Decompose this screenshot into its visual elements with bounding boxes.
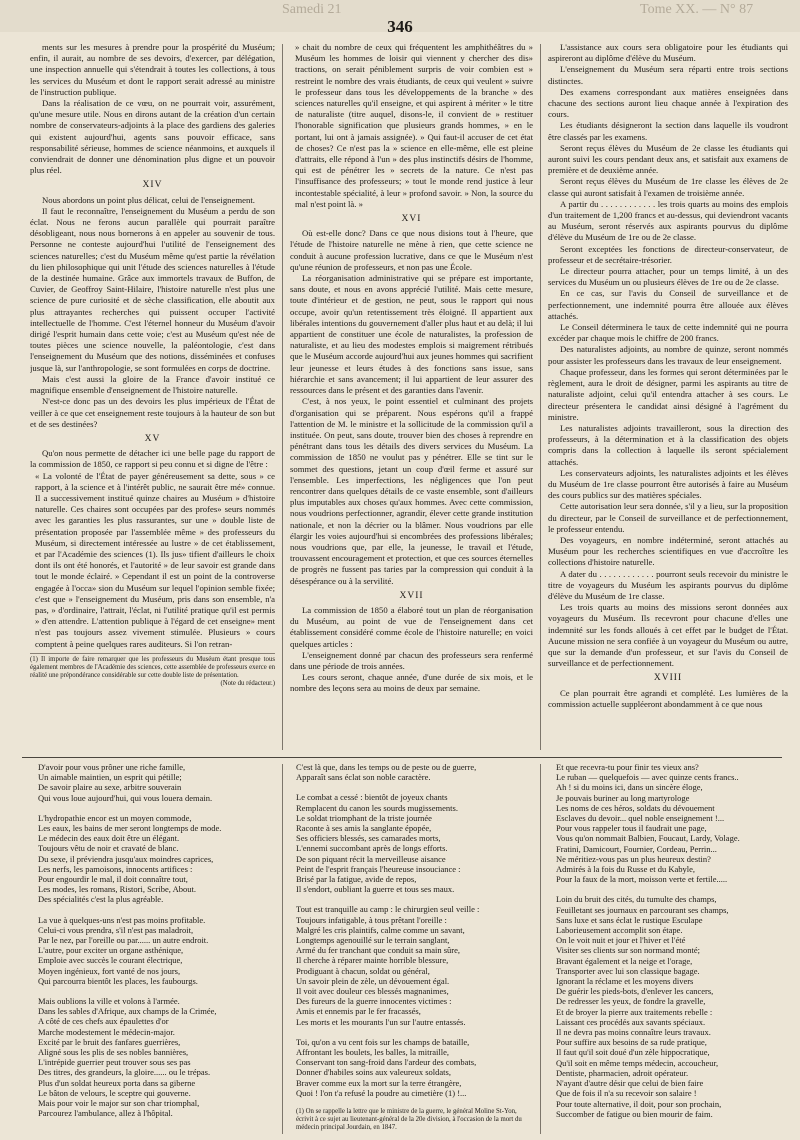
poem-line: Pour vous rappeler tous il faudrait une page, xyxy=(556,823,707,834)
section-heading-xviii: XVIII xyxy=(653,673,683,684)
paragraph: L'assistance aux cours sera obligatoire pour les étudiants qui aspireront au diplôme d'élève du Muséum. xyxy=(548,42,788,64)
poem-line: Toujours infatigable, à tous prêtant l'oreille : xyxy=(296,914,447,925)
poem-line: Laissant ces procédés aux savants spéciaux. xyxy=(556,1016,706,1027)
poem-line: Et que recevra-tu pour finir tes vieux ans? xyxy=(556,762,699,772)
poem-line: Sans luxe et sans éclat le rustique Esculape xyxy=(556,914,703,925)
paragraph: L'enseignement du Muséum sera réparti entre trois sections distinctes. xyxy=(548,64,788,86)
poem-line: Remplacent du canon les sourds mugissements. xyxy=(296,802,458,813)
poem-line: L'ennemi succombant après de longs efforts. xyxy=(296,843,448,854)
poem-line: Bravant également et la neige et l'orage, xyxy=(556,955,693,966)
poem-line: Ignorant la réclame et les moyens divers xyxy=(556,976,694,987)
paragraph: L'enseignement donné par chacun des professeurs sera renfermé dans une période de trois années. xyxy=(290,649,533,671)
poem-line: Dans les sables d'Afrique, aux champs de la Crimée, xyxy=(38,1006,217,1017)
article-column-1 xyxy=(30,42,275,754)
poem-line: A côté de ces chefs aux épaulettes d'or xyxy=(38,1016,169,1027)
gutter-mark-right: Tome XX. — N° 87 xyxy=(640,2,754,17)
poem-line: Il faut qu'il soit doué d'un zèle hippocratique, xyxy=(556,1047,710,1058)
paragraph: La réorganisation administrative qui se prépare est importante, sans doute, et nous en avons apprécié l'utilité. Mais cette mesure, toute d'intérieur et de gestion, ne peut, sous le rapport qui nous occupe, avoir qu'un retentissement très éloigné. Il appartient aux libérales intentions du gouvernement d'aller plus haut et au delà; il lui appartient de constituer une école de naturalistes, la profession de naturaliste, et au lieu des modestes emplois si maigrement rétribués que le Muséum accorde aujourd'hui aux jeunes hommes qui sacrifient leur jeunesse et leurs études à des fonctions sans issue, sans hiérarchie et sans avancement; il lui appartient de leur assurer des ressources dans le présent et des garanties dans l'avenir. xyxy=(290,273,533,396)
poem-line: D'avoir pour vous prôner une riche famille, xyxy=(38,762,186,772)
paragraph: ments sur les mesures à prendre pour la prospérité du Muséum; enfin, il aurait, au nombre de ses devoirs, d'exercer, par délégation, une inspection annuelle qui s'étendrait à toutes les collections, à tous les services du Muséum et dont le rapport serait adressé au ministre de l'instruction publique. xyxy=(30,42,275,97)
poem-line: Celui-ci vous prendra, s'il n'est pas maladroit, xyxy=(38,924,194,935)
poem-line: La vue à quelques-uns n'est pas moins profitable. xyxy=(38,914,206,925)
paragraph: Seront reçus élèves du Muséum de 2e classe les étudiants qui auront suivi les cours pendant deux ans, et satisfait aux examens de première et de deuxième année. xyxy=(548,142,788,176)
paragraph: Des naturalistes adjoints, au nombre de quinze, seront nommés pour assister les professeurs dans les travaux de leur enseignement. xyxy=(548,344,788,366)
poem-line: Le médecin des eaux doit être un élégant. xyxy=(38,833,180,844)
page-number: 346 xyxy=(387,17,413,36)
poem-line: Vous qu'on nommait Balbien, Foucaut, Lardy, Volage. xyxy=(556,833,740,844)
paragraph: Seront reçus élèves du Muséum de 1re classe les élèves de 2e classe qui auront satisfait à l'examen de troisième année. xyxy=(548,176,788,198)
article-column-2 xyxy=(290,42,533,754)
poem-line: Et de broyer la pierre aux traitements rebelle : xyxy=(556,1006,713,1017)
poem-line: Le bâton de velours, le sceptre qui gouverne. xyxy=(38,1087,191,1098)
poem-line: L'intrépide guerrier peut trouver sous ses pas xyxy=(38,1057,191,1068)
section-heading-xvi: XVI xyxy=(401,214,422,225)
poem-stanza xyxy=(556,762,788,884)
poem-line: Laborieusement accomplit son étape. xyxy=(556,925,683,936)
paragraph: Les cours seront, chaque année, d'une durée de six mois, et le nombre des leçons sera au moins de deux par semaine. xyxy=(290,672,533,694)
article-column-3 xyxy=(548,42,788,754)
poem-line: Amis et ennemis par le fer fracassés, xyxy=(296,1006,421,1017)
poem-line: Donner d'habiles soins aux valeureux soldats, xyxy=(296,1067,451,1078)
poem-line: Affrontant les boulets, les balles, la mitraille, xyxy=(296,1047,450,1058)
section-heading-xiv: XIV xyxy=(142,180,163,191)
poem-line: Moyen ingénieux, fort vanté de nos jours, xyxy=(38,965,181,976)
poem-line: C'est là que, dans les temps ou de peste ou de guerre, xyxy=(296,762,477,772)
poem-line: Il voit avec douleur ces blessés magnanimes, xyxy=(296,986,449,997)
paragraph: Les trois quarts au moins des missions seront données aux voyageurs du Muséum. Ils recevront pour chacune d'elles une indemnité sur les fonds alloués à cet effet par le budget de l'État. Aucune mission ne sera confiée à un voyageur du Muséum ou autre, que sur la demande d'un professeur, et sur l'avis du Conseil de surveillance et de perfectionnement. xyxy=(548,602,788,669)
poem-line: Par le nez, par l'oreille ou par...... un autre endroit. xyxy=(38,935,209,946)
paragraph: Le Conseil déterminera le taux de cette indemnité qui ne pourra excéder par chaque mois le chiffre de 200 francs. xyxy=(548,322,788,344)
poem-stanza xyxy=(38,915,278,986)
poem-line: Transporter avec lui son classique bagage. xyxy=(556,965,700,976)
column-3-paragraphs xyxy=(548,42,788,669)
paragraph: La commission de 1850 a élaboré tout un plan de réorganisation du Muséum, au point de vue de l'enseignement dans cet établissement considéré comme école de l'histoire naturelle; en voici quelques articles : xyxy=(290,604,533,649)
paragraph: Les étudiants désigneront la section dans laquelle ils voudront être classés par les examens. xyxy=(548,120,788,142)
poem-line: Prodiguant à chacun, soldat ou général, xyxy=(296,965,430,976)
poem-line: Visiter ses clients sur son normand monté; xyxy=(556,945,700,956)
poem-line: De savoir plaire au sexe, arbitre souverain xyxy=(38,782,182,793)
poem-line: Longtemps agenouillé sur le terrain sanglant, xyxy=(296,935,450,946)
poem-line: Les nerfs, les pamoisons, innocents artifices : xyxy=(38,863,193,874)
paragraph: En ce cas, sur l'avis du Conseil de surveillance et de perfectionnement, une indemnité pourra être allouée aux élèves attachés. xyxy=(548,288,788,321)
poem-line: Malgré les cris plaintifs, calme comme un savant, xyxy=(296,924,465,935)
section-xv-paragraphs xyxy=(30,448,275,470)
paragraph: Seront exceptées les fonctions de directeur-conservateur, de professeur et de secrétaire-trésorier. xyxy=(548,243,788,265)
poem-line: Les eaux, les bains de mer seront longtemps de mode. xyxy=(38,823,222,834)
poem-line: Plus d'un soldat heureux porta dans sa giberne xyxy=(38,1077,196,1088)
poem-line: Il ne devra pas moins connaître leurs travaux. xyxy=(556,1027,711,1038)
column-1-paragraphs xyxy=(30,42,275,176)
section-xvii-paragraphs xyxy=(290,605,533,695)
poem-line: Le soldat triomphant de la triste journée xyxy=(296,812,432,823)
poem-line: Parcourez l'ambulance, allez à l'hôpital. xyxy=(38,1108,173,1119)
poem-rule-1 xyxy=(282,764,283,1134)
poem-line: Ah ! si du moins ici, dans un sincère éloge, xyxy=(556,782,703,793)
column-rule-1 xyxy=(282,44,283,750)
article-poem-divider xyxy=(22,757,782,758)
poem-line: Brisé par la fatigue, avide de repos, xyxy=(296,874,417,885)
poem-column-3 xyxy=(556,762,788,1134)
poem-line: De guérir les pieds-bots, d'enlever les cancers, xyxy=(556,986,714,997)
paragraph: Qu'on nous permette de détacher ici une belle page du rapport de la commission de 1850, ce rapport si peu connu et si digne de l'être : xyxy=(30,448,275,470)
poem-line: Un aimable maintien, un esprit qui pétille; xyxy=(38,772,182,783)
paragraph: Des examens correspondant aux matières enseignées dans chacune des sections auront lieu chaque année à l'expiration des cours. xyxy=(548,86,788,120)
paragraph: C'est, à nos yeux, le point essentiel et culminant des projets d'organisation qui se préparent. Nous espérons qu'il a frappé l'attention de M. le ministre et la sollicitude de la commission qu'il a instituée. On peut, sans doute, trouver bien des choses à reprendre en pénétrant dans tous les détails des divers services du Muséum. La commission de 1850 ne voulut pas y pénétrer. Elle se tint sur le sommet des questions, jetant un coup d'œil ferme et assuré sur l'ensemble. Les imperfections, les négligences que l'on peut rencontrer dans quelques détails de ce vaste ensemble, sont d'ailleurs plus imputables aux choses qu'aux hommes. Avec cette commission, nous voudrions perfectionner, agrandir, élever cette grande institution nationale, et non la décrier ou la blâmer. Nous voudrions par elle élargir les voies aujourd'hui si encombrées des professions libérales; nous voudrions que, par elle, la jeunesse, le travail et l'étude, trouvassent encouragement et protection, et que ces sources éternelles de progrès ne fussent pas taries par la compression qui conduit à la désespérance ou à la servilité. xyxy=(290,396,533,586)
poem-line: Ses officiers blessés, ses camarades morts, xyxy=(296,833,441,844)
paragraph: Cette autorisation leur sera donnée, s'il y a lieu, sur la proposition du directeur, par le Conseil de surveillance et de perfectionnement, le professeur entendu. xyxy=(548,501,788,534)
poem-line: Tout est tranquille au camp : le chirurgien seul veille : xyxy=(296,904,480,915)
poem-line: Pour toute alternative, il doit, pour son prochain, xyxy=(556,1098,722,1109)
poem-line: Qui parcourra bientôt les places, les faubourgs. xyxy=(38,975,198,986)
poem-line: Marche modestement le médecin-major. xyxy=(38,1026,175,1037)
poem-line: Il s'endort, oubliant la guerre et tous ses maux. xyxy=(296,884,455,895)
poem-line: Les modes, les romans, Ristori, Scribe, About. xyxy=(38,884,196,895)
poem-line: Le combat a cessé : bientôt de joyeux chants xyxy=(296,792,448,803)
poem-line: Armé du fer tranchant que conduit sa main sûre, xyxy=(296,945,461,956)
poem-line: Toi, qu'on a vu cent fois sur les champs de bataille, xyxy=(296,1036,470,1047)
poem-line: Les morts et les mourants l'un sur l'autre entassés. xyxy=(296,1016,466,1027)
poem-line: Dentiste, pharmacien, adroit opérateur. xyxy=(556,1067,689,1078)
poem-line: L'autre, pour exciter un organe asthénique, xyxy=(38,945,184,956)
poem-line: Raconte à ses amis la sanglante épopée, xyxy=(296,823,432,834)
poem-stanza xyxy=(296,792,534,894)
poem-line: Il cherche à réparer mainte horrible blessure, xyxy=(296,955,449,966)
poem-line: Mais pour voir le major sur son char triomphal, xyxy=(38,1098,200,1109)
poem-line: Le ruban — quelquefois — avec quinze cents francs.. xyxy=(556,772,739,783)
section-heading-xvii: XVII xyxy=(399,590,424,601)
paragraph: Les naturalistes adjoints travailleront, sous la direction des professeurs, à la détermination et à la classification des objets compris dans la collection à laquelle ils seront spécialement attachés. xyxy=(548,422,788,467)
poem-line: Des spécialités c'est la plus agréable. xyxy=(38,894,164,905)
poem-line: Qu'il soit en même temps médecin, accoucheur, xyxy=(556,1057,719,1068)
poem-line: Succomber de fatigue ou bien mourir de faim. xyxy=(556,1108,713,1119)
poem-line: Des fureurs de la guerre innocentes victimes : xyxy=(296,996,452,1007)
poem-footnote-text: (1) On se rappelle la lettre que le ministre de la guerre, le général Moline St-Yon, écrivit à ce sujet au lieutenant-général de la 20e division, à l'occasion de la mort du médecin principal Jourdain, en 1847. xyxy=(296,1108,522,1132)
poem-column-2 xyxy=(296,762,534,1134)
section-xiv-paragraphs xyxy=(30,195,275,430)
footnote-signature: (Note du rédacteur.) xyxy=(220,679,275,687)
poem-line: Admirés à la fois du Russe et du Kabyle, xyxy=(556,864,696,875)
poem-line: Feuilletant ses journaux en parcourant ses champs, xyxy=(556,904,729,915)
poem-footnote xyxy=(296,1108,534,1132)
column-1-footnote xyxy=(30,653,275,688)
poem-line: Mais oublions la ville et volons à l'armée. xyxy=(38,996,180,1007)
section-xvi-paragraphs xyxy=(290,228,533,587)
commission-quote: « La volonté de l'État de payer généreusement sa dette, sous » ce rapport, à la science et à l'intérêt public, ne saurait être mé» connue. Il a successivement institué quinze chaires au Muséum » d'histoire naturelle. Ces chaires sont occupées par des profes» seurs nommés avec les garanties les plus rassurantes, sur une » double liste de présentation proposée par l'assemblée même » des professeurs du Muséum, si directement intéressée au lustre » de cet établissement, et par l'Académie des sciences (1). Ils jus» tifient d'ailleurs le choix dont ils ont été honorés, et l'autorité » de leur savoir est grande dans tout le monde éclairé. » Cependant il est un point de la controverse engagée à l'occa» sion du Muséum sur lequel l'opinion semble fixée; c'est que » l'enseignement du Muséum, pris dans son ensemble, n'a pas, » d'ordinaire, l'attrait, l'éclat, ni l'utilité pratique qu'il est permis » d'en attendre. L'attention publique à l'égard de cet enseigne» ment n'est pas toujours assez vivement stimulée. Plusieurs » cours comptent à peine quelques rares auditeurs. Si l'on retran- xyxy=(35,470,275,649)
poem-stanza xyxy=(38,996,278,1118)
paragraph: Où est-elle donc? Dans ce que nous disions tout à l'heure, que l'étude de l'histoire naturelle ne mène à rien, que cette science ne conduit à aucune profession lucrative, dans ce que le Muséum n'est qu'une réunion de professeurs, et non pas une École. xyxy=(290,228,533,272)
poem-line: Que de fois il n'a su recevoir son salaire ! xyxy=(556,1088,697,1099)
poem-column-2-stanzas xyxy=(296,762,534,1098)
paragraph: Les conservateurs adjoints, les naturalistes adjoints et les élèves du Muséum de 1re classe pourront être autorisés à faire au Muséum des cours publics sur des matières spéciales. xyxy=(548,467,788,501)
poem-line: Apparaît sans éclat son noble caractère. xyxy=(296,772,431,783)
poem-rule-2 xyxy=(540,764,541,1134)
section-heading-xv: XV xyxy=(144,433,161,444)
paragraph: A partir du . . . . . . . . . . . . les trois quarts au moins des emplois d'un traitement de 1,200 francs et au-dessus, qui deviendront vacants au Muséum, seront réservés aux aspirants pourvus du diplôme d'élève du Muséum de 1re ou de 2e classe. xyxy=(548,198,788,243)
column-rule-2 xyxy=(540,44,541,750)
poem-stanza xyxy=(38,813,278,905)
poem-line: Esclaves du devoir... quel noble enseignement !... xyxy=(556,813,725,824)
footnote-text: (1) Il importe de faire remarquer que les professeurs du Muséum étant presque tous également membres de l'Académie des sciences, cette assemblée de professeurs exerce en réalité une prépondérance considérable sur cette double liste de présentation. xyxy=(30,655,275,679)
paragraph: Chaque professeur, dans les formes qui seront déterminées par le règlement, aura le droit de désigner, parmi les aspirants au titre de naturaliste adjoint, celui qu'il entendra attacher à ses cours. Le directeur présentera le candidat ainsi désigné à l'agrément du ministre. xyxy=(548,366,788,422)
paragraph: Mais c'est aussi la gloire de la France d'avoir institué ce magnifique ensemble d'enseignement de l'histoire naturelle. xyxy=(30,373,275,396)
poem-stanza xyxy=(556,894,788,1118)
poem-stanza xyxy=(296,904,534,1026)
poem-line: Toujours vêtu de noir et cravaté de blanc. xyxy=(38,843,179,854)
poem-line: Excité par le bruit des fanfares guerrières, xyxy=(38,1036,181,1047)
paragraph: Des voyageurs, en nombre indéterminé, seront attachés au Muséum pour les recherches scientifiques en vue d'accroître les collections d'histoire naturelle. xyxy=(548,534,788,568)
poem-stanza xyxy=(296,762,534,782)
poem-line: N'ayant d'autre désir que celui de bien faire xyxy=(556,1078,704,1089)
poem-line: Braver comme eux la mort sur la terre étrangère, xyxy=(296,1077,462,1088)
poem-column-1 xyxy=(38,762,278,1134)
poem-line: Des titres, des grandeurs, la gloire...... ou le trépas. xyxy=(38,1067,211,1078)
gutter-mark-left: Samedi 21 xyxy=(282,2,342,17)
paragraph: Le directeur pourra attacher, pour un temps limité, à un des services du Muséum un ou plusieurs élèves de 1re ou de 2e classe. xyxy=(548,266,788,288)
poem-line: On le voit nuit et jour et l'hiver et l'été xyxy=(556,935,686,946)
poem-line: Pour la faux de la mort, moisson verte et fertile..... xyxy=(556,874,728,885)
paragraph: Ce plan pourrait être agrandi et complété. Les lumières de la commission actuelle suppléeront abondamment à ce que nous xyxy=(548,687,788,709)
poem-line: Fratini, Damicourt, Fournier, Cordeau, Perrin... xyxy=(556,843,717,854)
poem-line: Je pouvais buriner au long martyrologe xyxy=(556,792,690,803)
poem-stanza xyxy=(296,1037,534,1098)
poem-line: Ne méritiez-vous pas un plus heureux destin? xyxy=(556,853,711,864)
poem-line: Qui vous loue aujourd'hui, qui vous louera demain. xyxy=(38,792,213,803)
poem-line: Conservant ton sang-froid dans l'ardeur des combats, xyxy=(296,1057,477,1068)
poem-line: Pour suffire aux besoins de sa rude pratique, xyxy=(556,1037,707,1048)
poem-line: L'hydropathie encor est un moyen commode, xyxy=(38,812,192,823)
paragraph: Nous abordons un point plus délicat, celui de l'enseignement. xyxy=(42,194,255,205)
poem-line: Quoi ! l'on t'a refusé la poudre au cimetière (1) !... xyxy=(296,1087,467,1098)
poem-line: Peint de l'esprit français l'heureuse insouciance : xyxy=(296,863,461,874)
paragraph: N'est-ce donc pas un des devoirs les plus impérieux de l'État de veiller à ce que cet enseignement reste toujours à la hauteur de son but et de ses destinées? xyxy=(30,396,275,429)
poem-line: De son piquant récit la merveilleuse aisance xyxy=(296,853,446,864)
poem-line: Du sexe, il préviendra jusqu'aux moindres caprices, xyxy=(38,853,214,864)
paragraph: Dans la réalisation de ce vœu, on ne pourrait voir, assurément, qu'une mesure utile. Nous en dirons autant de la création d'un certain nombre de conservateurs-adjoints à la place des gardiens des galeries qui existent aujourd'hui, agents sans pouvoir efficace, sans responsabilité sérieuse, hommes de science néanmoins, et auxquels il conviendrait de donner une dénomination plus digne et un pouvoir plus réel. xyxy=(30,98,275,176)
commission-quote-continued: » chait du nombre de ceux qui fréquentent les amphithéâtres du » Muséum les hommes de loisir qui viennent y chercher des dis» tractions, on serait péniblement surpris de voir combien est » restreint le nombre des vrais étudiants, de ceux qui veulent » suivre le professeur dans tous les développements de la branche » des sciences naturelles qu'il enseigne, et qui aspirent à mériter » le titre de naturaliste (titre auquel, disons-le, il convient de » restituer l'honorable signification que plusieurs grands hommes, » en le portant, lui ont à jamais assignée). » Qui faut-il accuser de cet état de choses? Ce n'est pas la » science en elle-même, elle est pleine d'attraits, elle répond à l'un » des plus instinctifs désirs de l'homme, qui est de pénétrer les » secrets de la nature. Ce n'est pas l'insuffisance des professeurs; » tout le monde rend justice à leur incontestable spécialité, à leur » profond savoir. » Non, la source du mal n'est point là. » xyxy=(295,42,533,209)
section-xviii-paragraphs xyxy=(548,688,788,710)
poem-line: Les noms de ces héros, soldats du dévouement xyxy=(556,802,715,813)
poem-line: Emploie avec succès le courant électrique, xyxy=(38,955,183,966)
paragraph: A dater du . . . . . . . . . . . . pourront seuls recevoir du ministre le titre de voyageurs du Muséum les aspirants pourvus du diplôme d'élève du Muséum de 1re classe. xyxy=(548,568,788,601)
poem-line: Aligné sous les plis de ses nobles bannières, xyxy=(38,1047,189,1058)
poem-line: De redresser les yeux, de fondre la gravelle, xyxy=(556,996,706,1007)
paragraph: Il faut le reconnaître, l'enseignement du Muséum a perdu de son éclat. Nous ne ferons aucun parallèle qui pourrait paraître désobligeant, nous nous bornerons à en appeler au souvenir de tous. Personne ne conteste aujourd'hui l'utilité de l'enseignement des sciences naturelles; c'est du Muséum même qu'est partie la révélation du lien philosophique qui unit l'étude des sciences naturelles à l'étude de la destinée humaine. Grâce aux immortels travaux de Buffon, de Cuvier, de Geoffroy Saint-Hilaire, l'histoire naturelle n'est plus une science de pure curiosité et de sèche classification, elle aboutit aux plus attrayantes recherches qui puissent occuper l'activité intellectuelle de l'homme. C'est l'éternel honneur du Muséum d'avoir dirigé l'esprit humain dans cette voie; c'est au Muséum qu'est née de toutes pièces une science nouvelle, la paléontologie, c'est dans l'enseignement du Muséum que des notions, disséminées et confuses jusque là, sur l'anthropologie, se sont formulées en corps de doctrine. xyxy=(30,205,275,373)
poem-stanza xyxy=(38,762,278,803)
poem-line: Un savoir plein de zèle, un dévouement égal. xyxy=(296,975,450,986)
poem-line: Pour engourdir le mal, il doit connaître tout, xyxy=(38,874,188,885)
poem-line: Loin du bruit des cités, du tumulte des champs, xyxy=(556,894,717,905)
